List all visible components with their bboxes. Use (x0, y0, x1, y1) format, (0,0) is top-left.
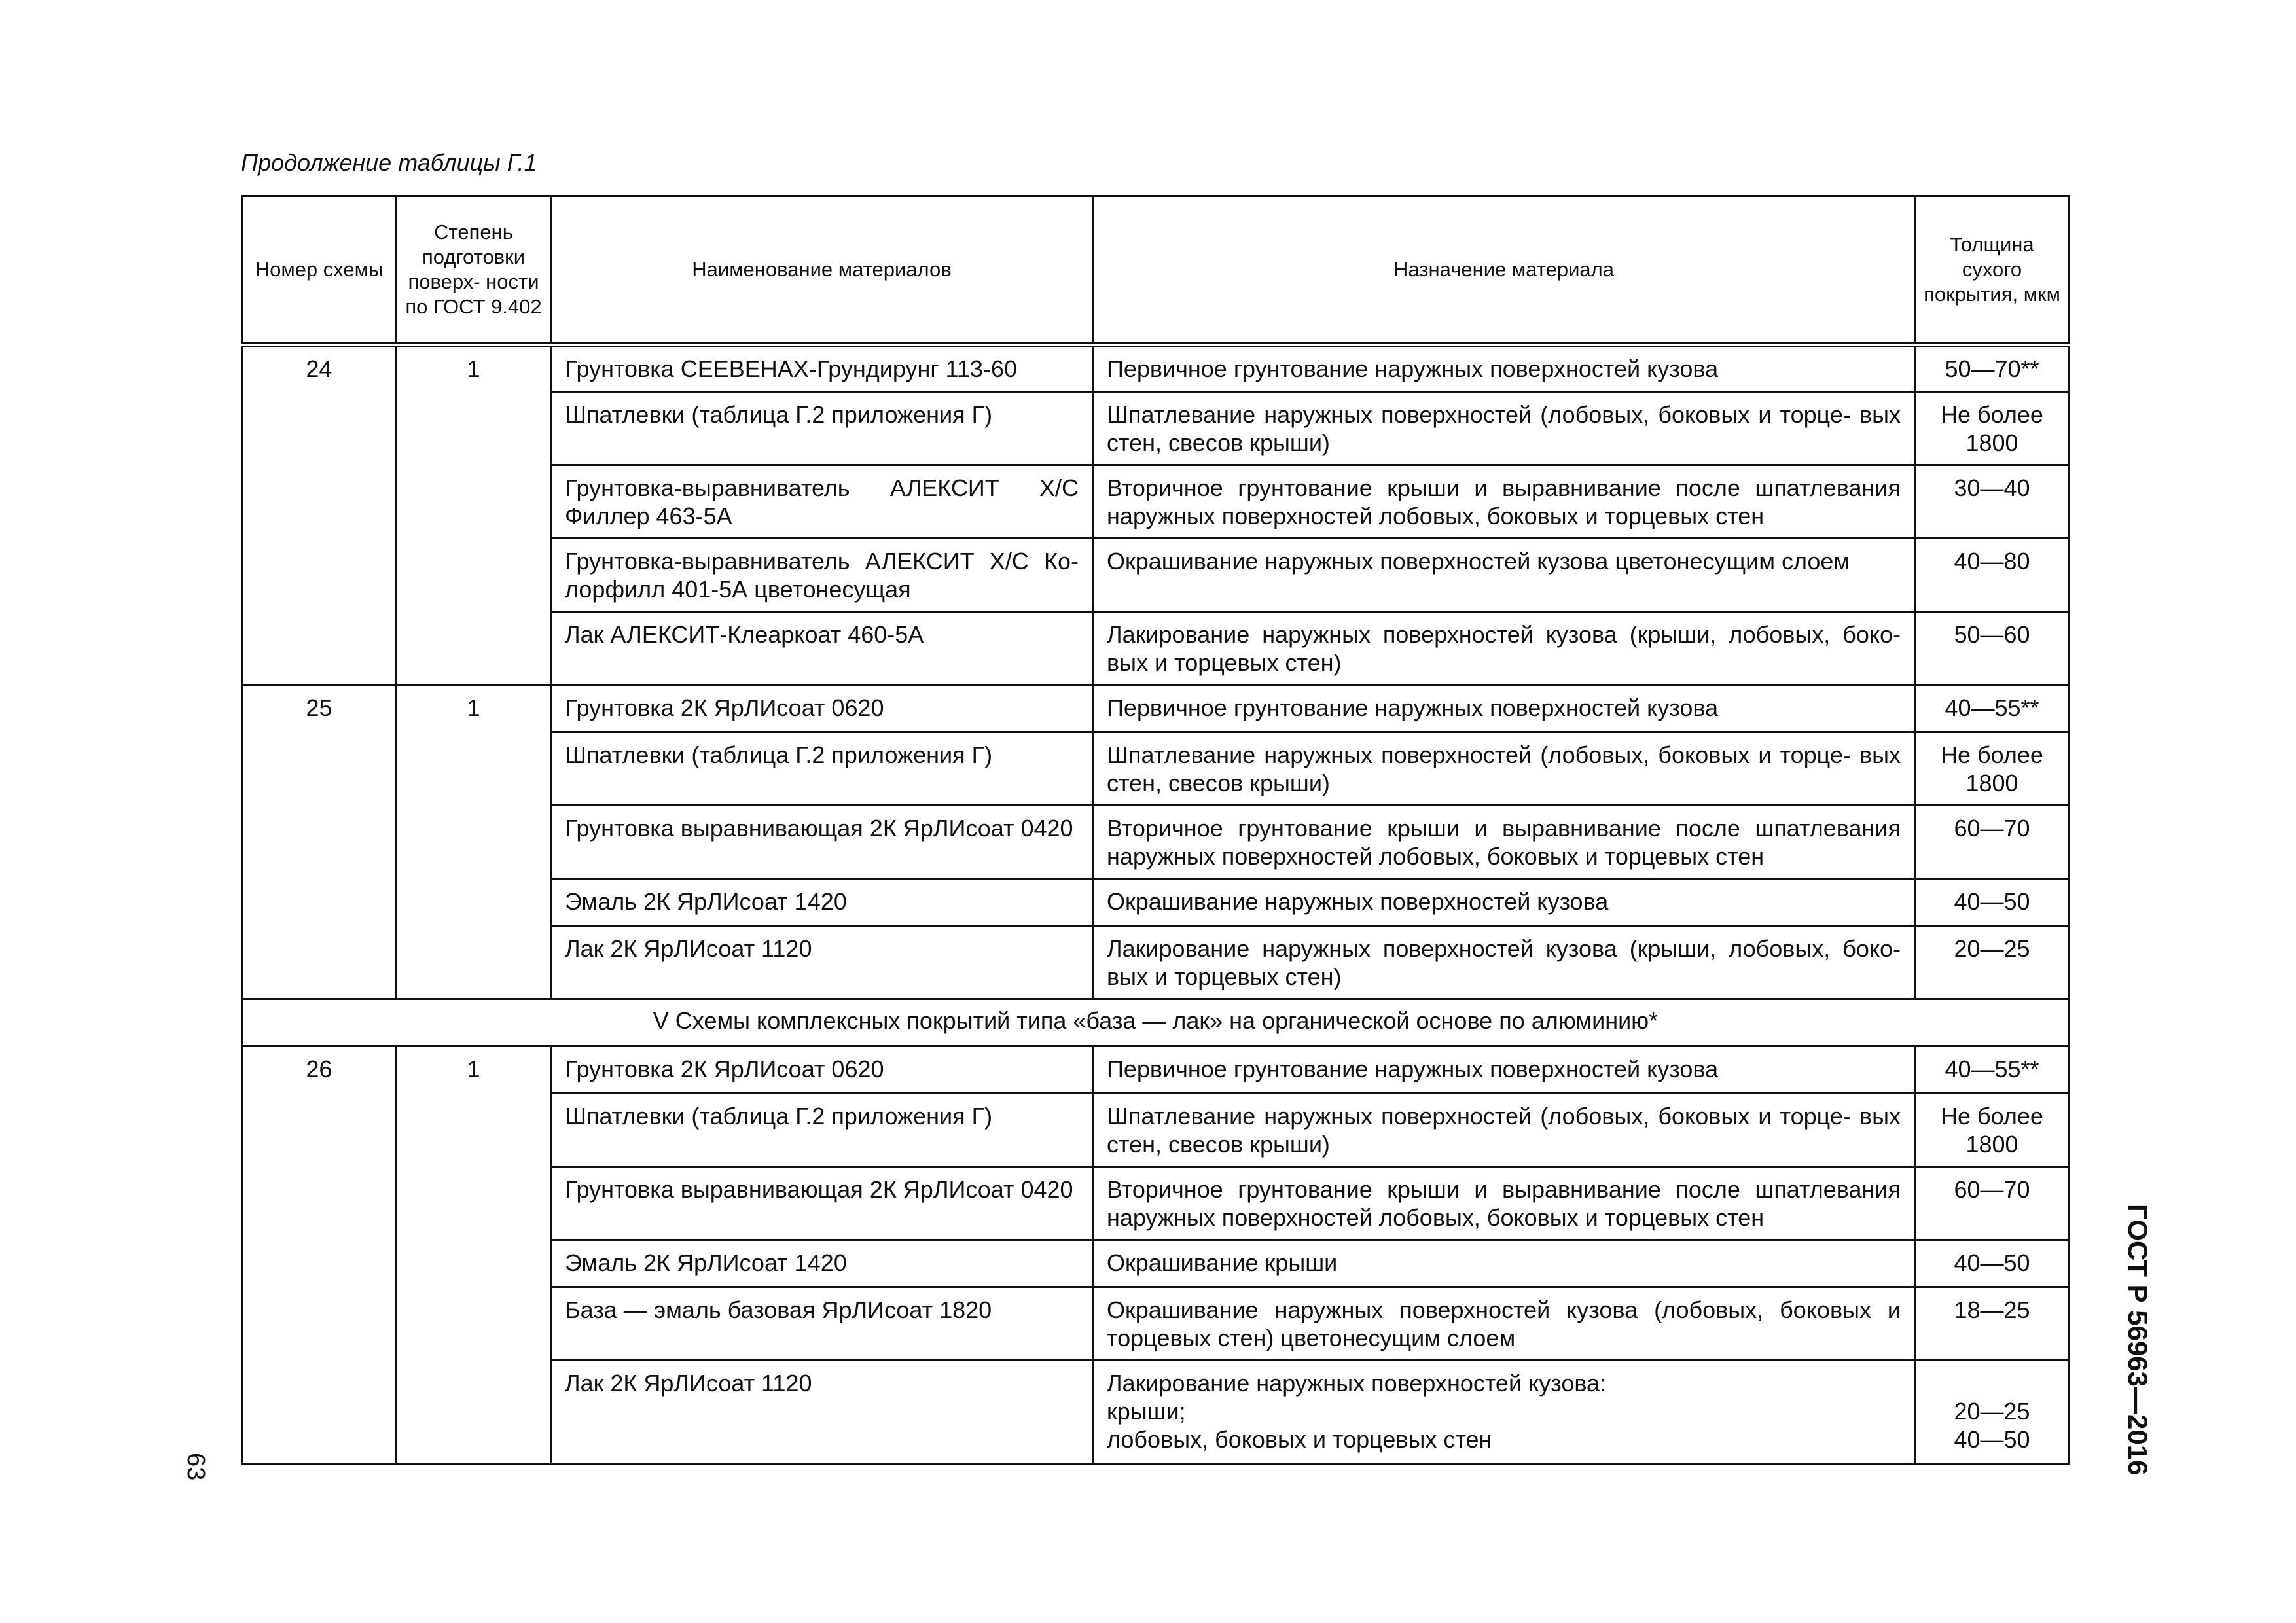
material-name: База — эмаль базовая ЯрЛИсоат 1820 (551, 1287, 1093, 1361)
header-preparation-degree: Степень подготовки поверх- ности по ГОСТ 9.402 (397, 196, 551, 345)
table-row (242, 685, 2070, 732)
section-title: V Схемы комплексных покрытий типа «база — лак» на органической основе по алюминию* (242, 999, 2070, 1046)
material-name: Эмаль 2К ЯрЛИсоат 1420 (551, 879, 1093, 926)
material-name: Шпатлевки (таблица Г.2 приложения Г) (551, 1094, 1093, 1167)
material-name: Грунтовка-выравниватель АЛЕКСИТ Х/С Филлер 463-5А (551, 465, 1093, 539)
table-row (242, 1046, 2070, 1094)
coating-thickness: 30—40 (1915, 465, 2070, 539)
coating-thickness: 40—50 (1915, 879, 2070, 926)
thickness-line: 40—50 (1954, 1426, 2030, 1454)
preparation-degree: 1 (397, 1046, 551, 1464)
coating-thickness (1915, 1361, 2070, 1464)
material-purpose (1093, 1361, 1915, 1464)
material-purpose: Первичное грунтование наружных поверхностей кузова (1093, 345, 1915, 392)
coating-thickness: 40—50 (1915, 1240, 2070, 1287)
material-name: Лак АЛЕКСИТ-Клеаркоат 460-5А (551, 612, 1093, 685)
coating-thickness: Не более 1800 (1915, 392, 2070, 465)
material-purpose: Лакирование наружных поверхностей кузова (крыши, лобовых, боко- вых и торцевых стен) (1093, 926, 1915, 999)
coating-thickness: 60—70 (1915, 806, 2070, 879)
header-material-purpose: Назначение материала (1093, 196, 1915, 345)
material-name: Грунтовка CEEBEHAX-Грундирунг 113-60 (551, 345, 1093, 392)
table-header-row (242, 196, 2070, 345)
coating-thickness: Не более 1800 (1915, 732, 2070, 806)
purpose-line: лобовых, боковых и торцевых стен (1107, 1426, 1492, 1454)
coating-thickness: 18—25 (1915, 1287, 2070, 1361)
preparation-degree: 1 (397, 345, 551, 685)
material-purpose: Первичное грунтование наружных поверхностей кузова (1093, 685, 1915, 732)
standard-designation: ГОСТ Р 56963—2016 (2123, 1204, 2153, 1476)
material-purpose: Шпатлевание наружных поверхностей (лобовых, боковых и торце- вых стен, свесов крыши) (1093, 392, 1915, 465)
coating-thickness: Не более 1800 (1915, 1094, 2070, 1167)
material-purpose: Шпатлевание наружных поверхностей (лобовых, боковых и торце- вых стен, свесов крыши) (1093, 732, 1915, 806)
material-purpose: Лакирование наружных поверхностей кузова (крыши, лобовых, боко- вых и торцевых стен) (1093, 612, 1915, 685)
material-name: Грунтовка выравнивающая 2К ЯрЛИсоат 0420 (551, 1167, 1093, 1240)
material-name: Лак 2К ЯрЛИсоат 1120 (551, 1361, 1093, 1464)
coating-thickness: 40—55** (1915, 685, 2070, 732)
coating-thickness: 40—80 (1915, 539, 2070, 612)
material-purpose: Окрашивание наружных поверхностей кузова (1093, 879, 1915, 926)
material-purpose: Шпатлевание наружных поверхностей (лобовых, боковых и торце- вых стен, свесов крыши) (1093, 1094, 1915, 1167)
scheme-number: 24 (242, 345, 397, 685)
table-row (242, 345, 2070, 392)
table-caption: Продолжение таблицы Г.1 (241, 149, 537, 176)
thickness-line: 20—25 (1954, 1398, 2030, 1425)
header-coating-thickness: Толщина сухого покрытия, мкм (1915, 196, 2070, 345)
material-name: Грунтовка 2К ЯрЛИсоат 0620 (551, 685, 1093, 732)
material-purpose: Вторичное грунтование крыши и выравнивание после шпатлевания наружных поверхностей лобовых, боковых и торцевых стен (1093, 465, 1915, 539)
preparation-degree: 1 (397, 685, 551, 999)
coating-thickness: 20—25 (1915, 926, 2070, 999)
purpose-line: Лакирование наружных поверхностей кузова: (1107, 1370, 1607, 1397)
coating-schemes-table (241, 195, 2070, 1465)
material-name: Грунтовка 2К ЯрЛИсоат 0620 (551, 1046, 1093, 1094)
section-row (242, 999, 2070, 1046)
material-name: Шпатлевки (таблица Г.2 приложения Г) (551, 392, 1093, 465)
coating-thickness: 50—60 (1915, 612, 2070, 685)
material-purpose: Окрашивание крыши (1093, 1240, 1915, 1287)
header-material-name: Наименование материалов (551, 196, 1093, 345)
purpose-line: крыши; (1107, 1398, 1186, 1425)
material-name: Грунтовка-выравниватель АЛЕКСИТ Х/С Ко- лорфилл 401-5А цветонесущая (551, 539, 1093, 612)
material-name: Эмаль 2К ЯрЛИсоат 1420 (551, 1240, 1093, 1287)
scheme-number: 25 (242, 685, 397, 999)
header-scheme-number: Номер схемы (242, 196, 397, 345)
coating-thickness: 40—55** (1915, 1046, 2070, 1094)
material-purpose: Вторичное грунтование крыши и выравнивание после шпатлевания наружных поверхностей лобовых, боковых и торцевых стен (1093, 1167, 1915, 1240)
scheme-number: 26 (242, 1046, 397, 1464)
coating-thickness: 50—70** (1915, 345, 2070, 392)
material-name: Лак 2К ЯрЛИсоат 1120 (551, 926, 1093, 999)
material-name: Шпатлевки (таблица Г.2 приложения Г) (551, 732, 1093, 806)
material-purpose: Первичное грунтование наружных поверхностей кузова (1093, 1046, 1915, 1094)
material-purpose: Окрашивание наружных поверхностей кузова цветонесущим слоем (1093, 539, 1915, 612)
material-name: Грунтовка выравнивающая 2К ЯрЛИсоат 0420 (551, 806, 1093, 879)
material-purpose: Окрашивание наружных поверхностей кузова (лобовых, боковых и торцевых стен) цветонесущим слоем (1093, 1287, 1915, 1361)
page-number: 63 (182, 1453, 209, 1481)
material-purpose: Вторичное грунтование крыши и выравнивание после шпатлевания наружных поверхностей лобовых, боковых и торцевых стен (1093, 806, 1915, 879)
coating-thickness: 60—70 (1915, 1167, 2070, 1240)
